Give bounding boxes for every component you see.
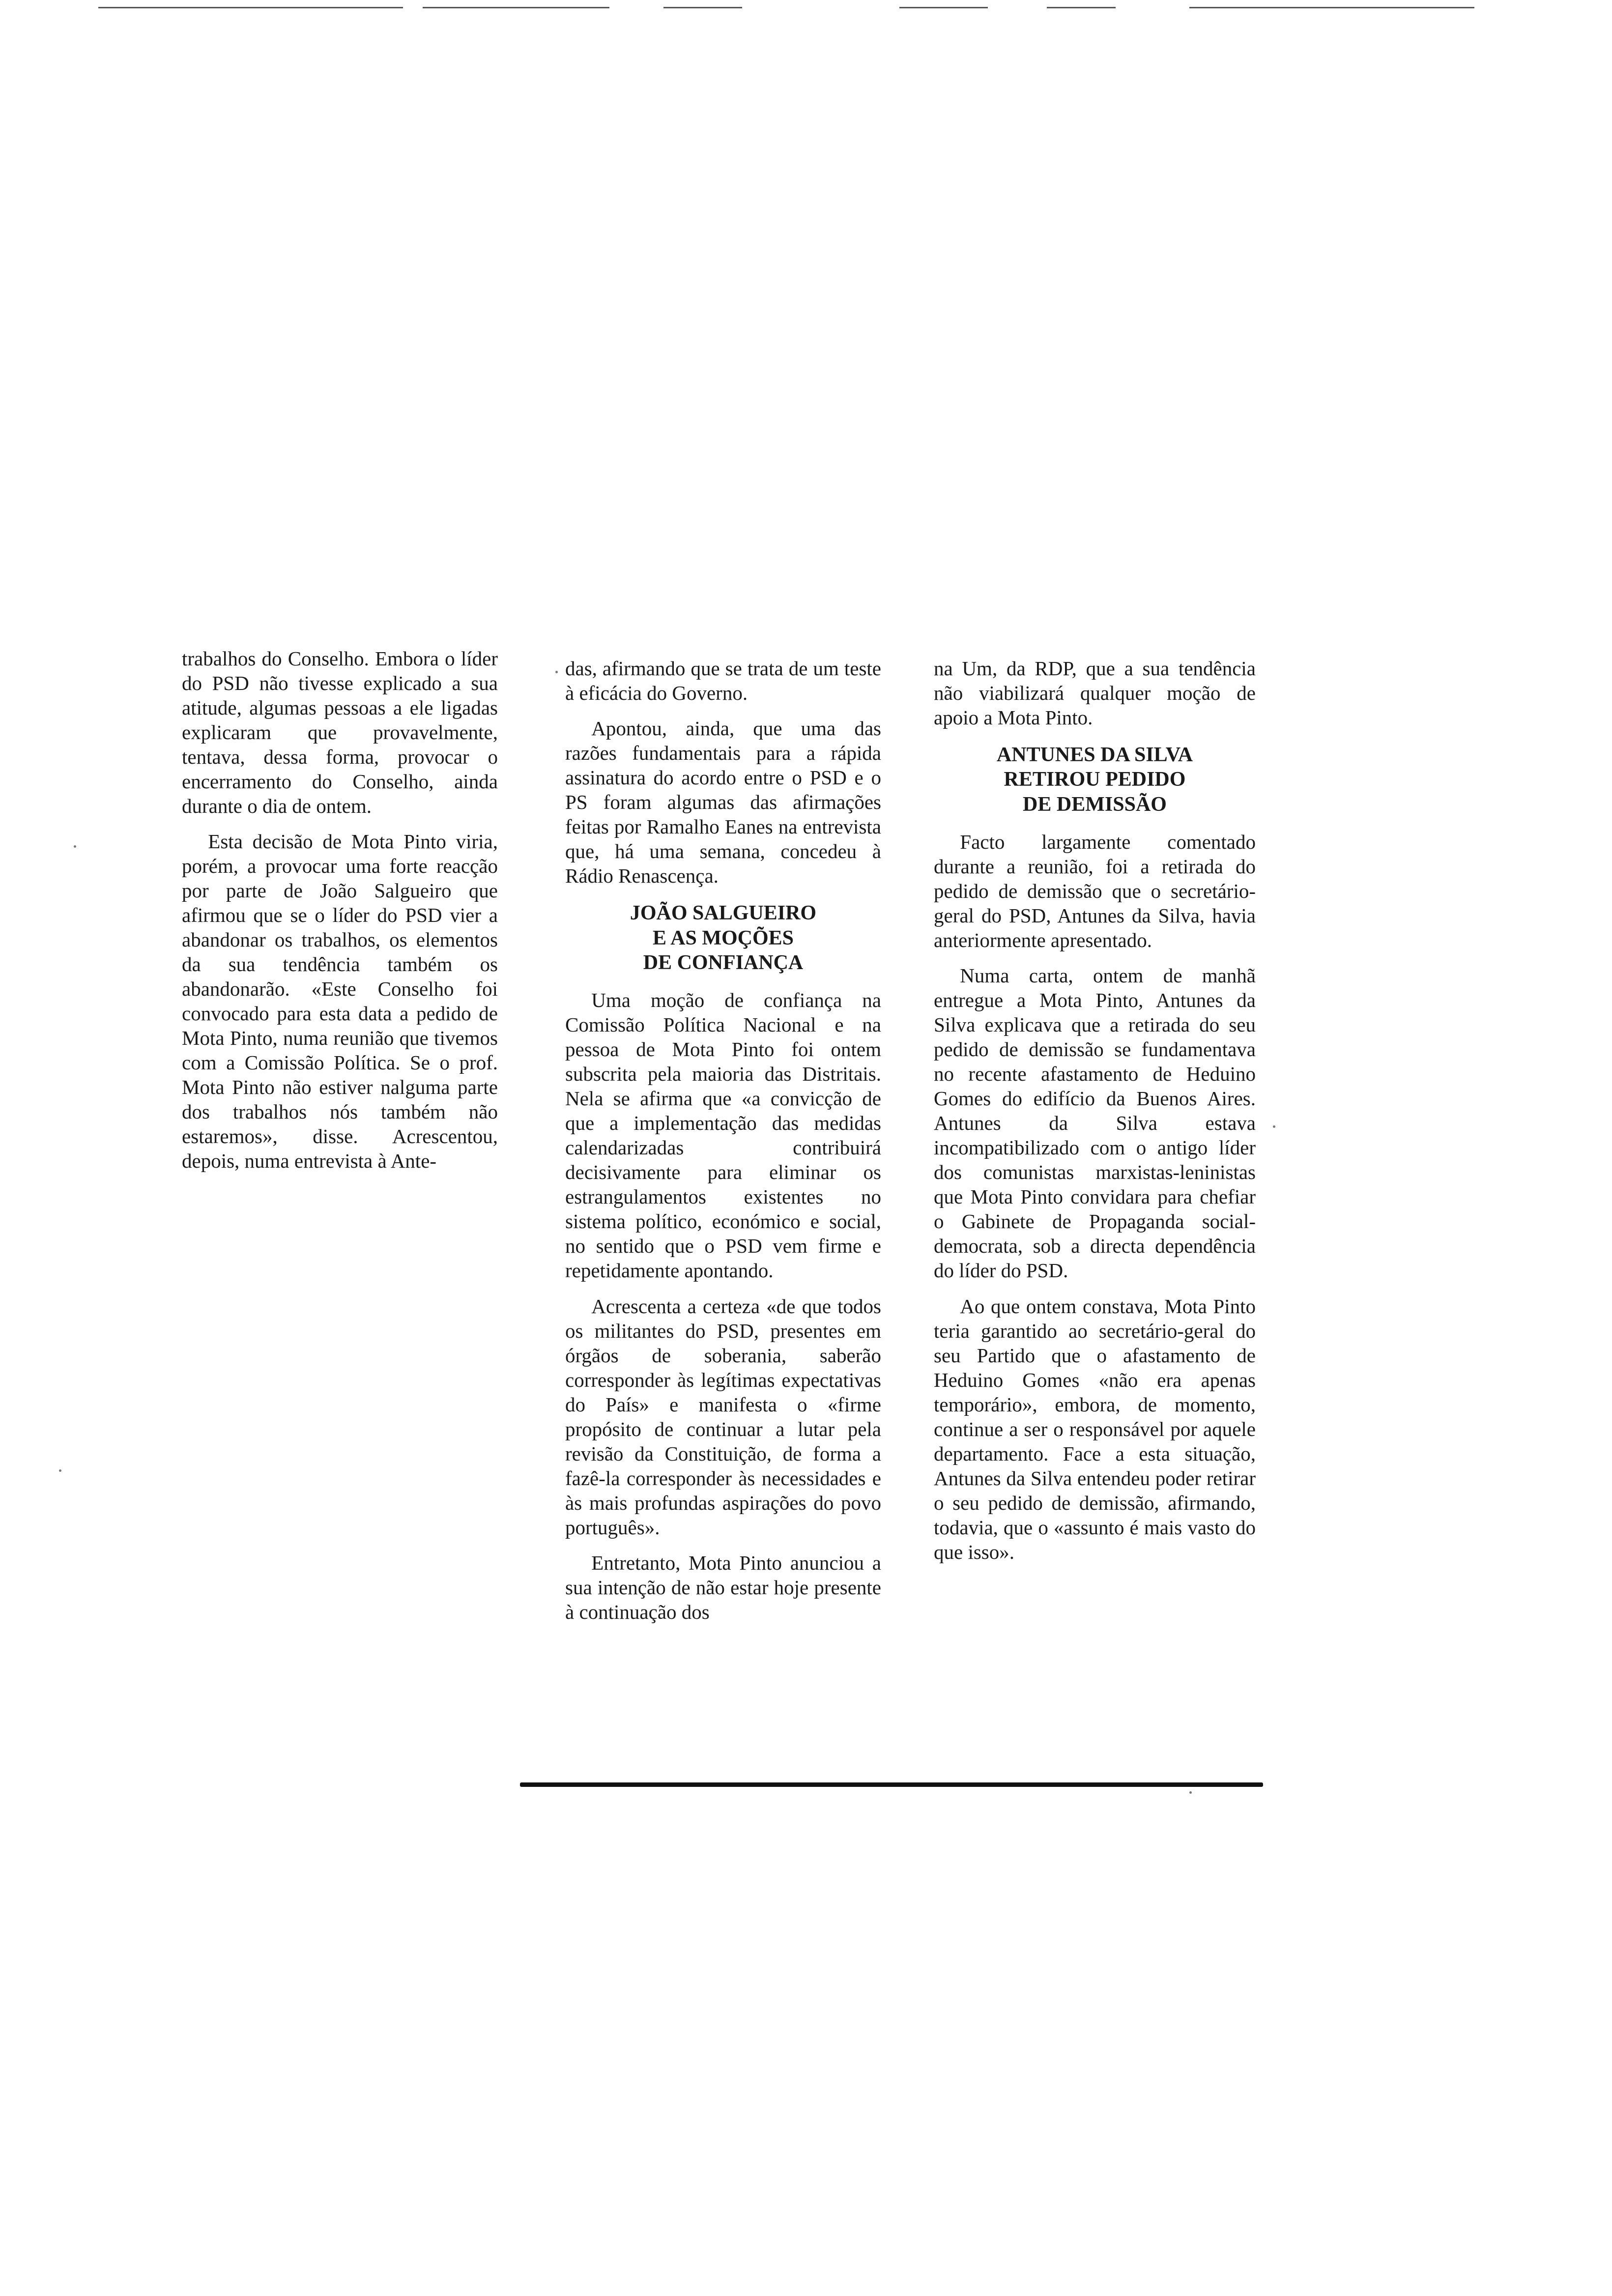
body-paragraph: Apontou, ainda, que uma das razões fundamentais para a rápida assinatura do acordo entre o PSD e o PS foram algumas das afirmações feitas por Ramalho Eanes na entrevista que, há uma semana, concedeu à Rádio Renascença. xyxy=(565,717,881,888)
body-paragraph: Esta decisão de Mota Pinto viria, porém, a provocar uma forte reacção por parte de João Salgueiro que afirmou que se o líder do PSD vier a abandonar os trabalhos, os elementos da sua tendência também os abandonarão. «Este Conselho foi convocado para esta data a pedido de Mota Pinto, numa reunião que tivemos com a Comissão Política. Se o prof. Mota Pinto não estiver nalguma parte dos trabalhos nós também não estaremos», disse. Acrescentou, depois, numa entrevista à Ante- xyxy=(182,830,498,1173)
section-heading xyxy=(934,743,1256,817)
scan-speck xyxy=(74,845,76,848)
body-paragraph: Uma moção de confiança na Comissão Política Nacional e na pessoa de Mota Pinto foi ontem subscrita pela maioria das Distritais. Nela se afirma que «a convicção de que a implementação das medidas calendarizadas contribuirá decisivamente para eliminar os estrangulamentos existentes no sistema político, económico e social, no sentido que o PSD vem firme e repetidamente apontando. xyxy=(565,989,881,1282)
scan-edge-line xyxy=(1047,7,1116,8)
body-paragraph: Entretanto, Mota Pinto anunciou a sua intenção de não estar hoje presente à continuação dos xyxy=(565,1551,881,1623)
scan-edge-line xyxy=(663,7,742,8)
body-paragraph: Ao que ontem constava, Mota Pinto teria garantido ao secretário-geral do seu Partido que o afastamento de Heduino Gomes «não era apenas temporário», embora, de momento, continue a ser o responsável por aquele departamento. Face a esta situação, Antunes da Silva entendeu poder retirar o seu pedido de demissão, afirmando, todavia, que o «assunto é mais vasto do que isso». xyxy=(934,1294,1256,1563)
section-heading-line: DE CONFIANÇA xyxy=(643,951,804,974)
scan-edge-line xyxy=(1189,7,1474,8)
article-column-3 xyxy=(934,656,1256,1575)
section-heading xyxy=(565,901,881,975)
scan-speck xyxy=(1189,1791,1192,1794)
article-column-2 xyxy=(565,656,881,1635)
article-column-1 xyxy=(182,646,498,1184)
scan-speck xyxy=(555,671,558,673)
section-heading-line: RETIROU PEDIDO xyxy=(1004,768,1186,791)
section-heading-line: DE DEMISSÃO xyxy=(1023,793,1167,816)
body-paragraph: na Um, da RDP, que a sua tendência não viabilizará qualquer moção de apoio a Mota Pinto. xyxy=(934,657,1256,729)
scan-speck xyxy=(59,1469,61,1472)
body-paragraph: das, afirmando que se trata de um teste à eficácia do Governo. xyxy=(565,657,881,705)
section-heading-line: JOÃO SALGUEIRO xyxy=(630,902,817,925)
body-paragraph: trabalhos do Conselho. Embora o líder do PSD não tivesse explicado a sua atitude, algumas pessoas a ele ligadas explicaram que provavelmente, tentava, dessa forma, provocar o encerramento do Conselho, ainda durante o dia de ontem. xyxy=(182,647,498,818)
scan-edge-line xyxy=(423,7,609,8)
section-heading-line: ANTUNES DA SILVA xyxy=(996,744,1193,767)
scan-edge-line xyxy=(899,7,988,8)
article-end-rule xyxy=(520,1782,1263,1787)
section-heading-line: E AS MOÇÕES xyxy=(652,926,794,949)
body-paragraph: Numa carta, ontem de manhã entregue a Mota Pinto, Antunes da Silva explicava que a retirada do seu pedido de demissão se fundamentava no recente afastamento de Heduino Gomes do edifício da Buenos Aires. Antunes da Silva estava incompatibilizado com o antigo líder dos comunistas marxistas-leninistas que Mota Pinto convidara para chefiar o Gabinete de Propaganda social-democrata, sob a directa dependência do líder do PSD. xyxy=(934,964,1256,1282)
scan-edge-line xyxy=(98,7,403,8)
scan-speck xyxy=(1273,1125,1275,1128)
body-paragraph: Facto largamente comentado durante a reunião, foi a retirada do pedido de demissão que o secretário-geral do PSD, Antunes da Silva, havia anteriormente apresentado. xyxy=(934,831,1256,952)
body-paragraph: Acrescenta a certeza «de que todos os militantes do PSD, presentes em órgãos de soberania, saberão corresponder às legítimas expectativas do País» e manifesta o «firme propósito de continuar a lutar pela revisão da Constituição, de forma a fazê-la corresponder às necessidades e às mais profundas aspirações do povo português». xyxy=(565,1294,881,1539)
